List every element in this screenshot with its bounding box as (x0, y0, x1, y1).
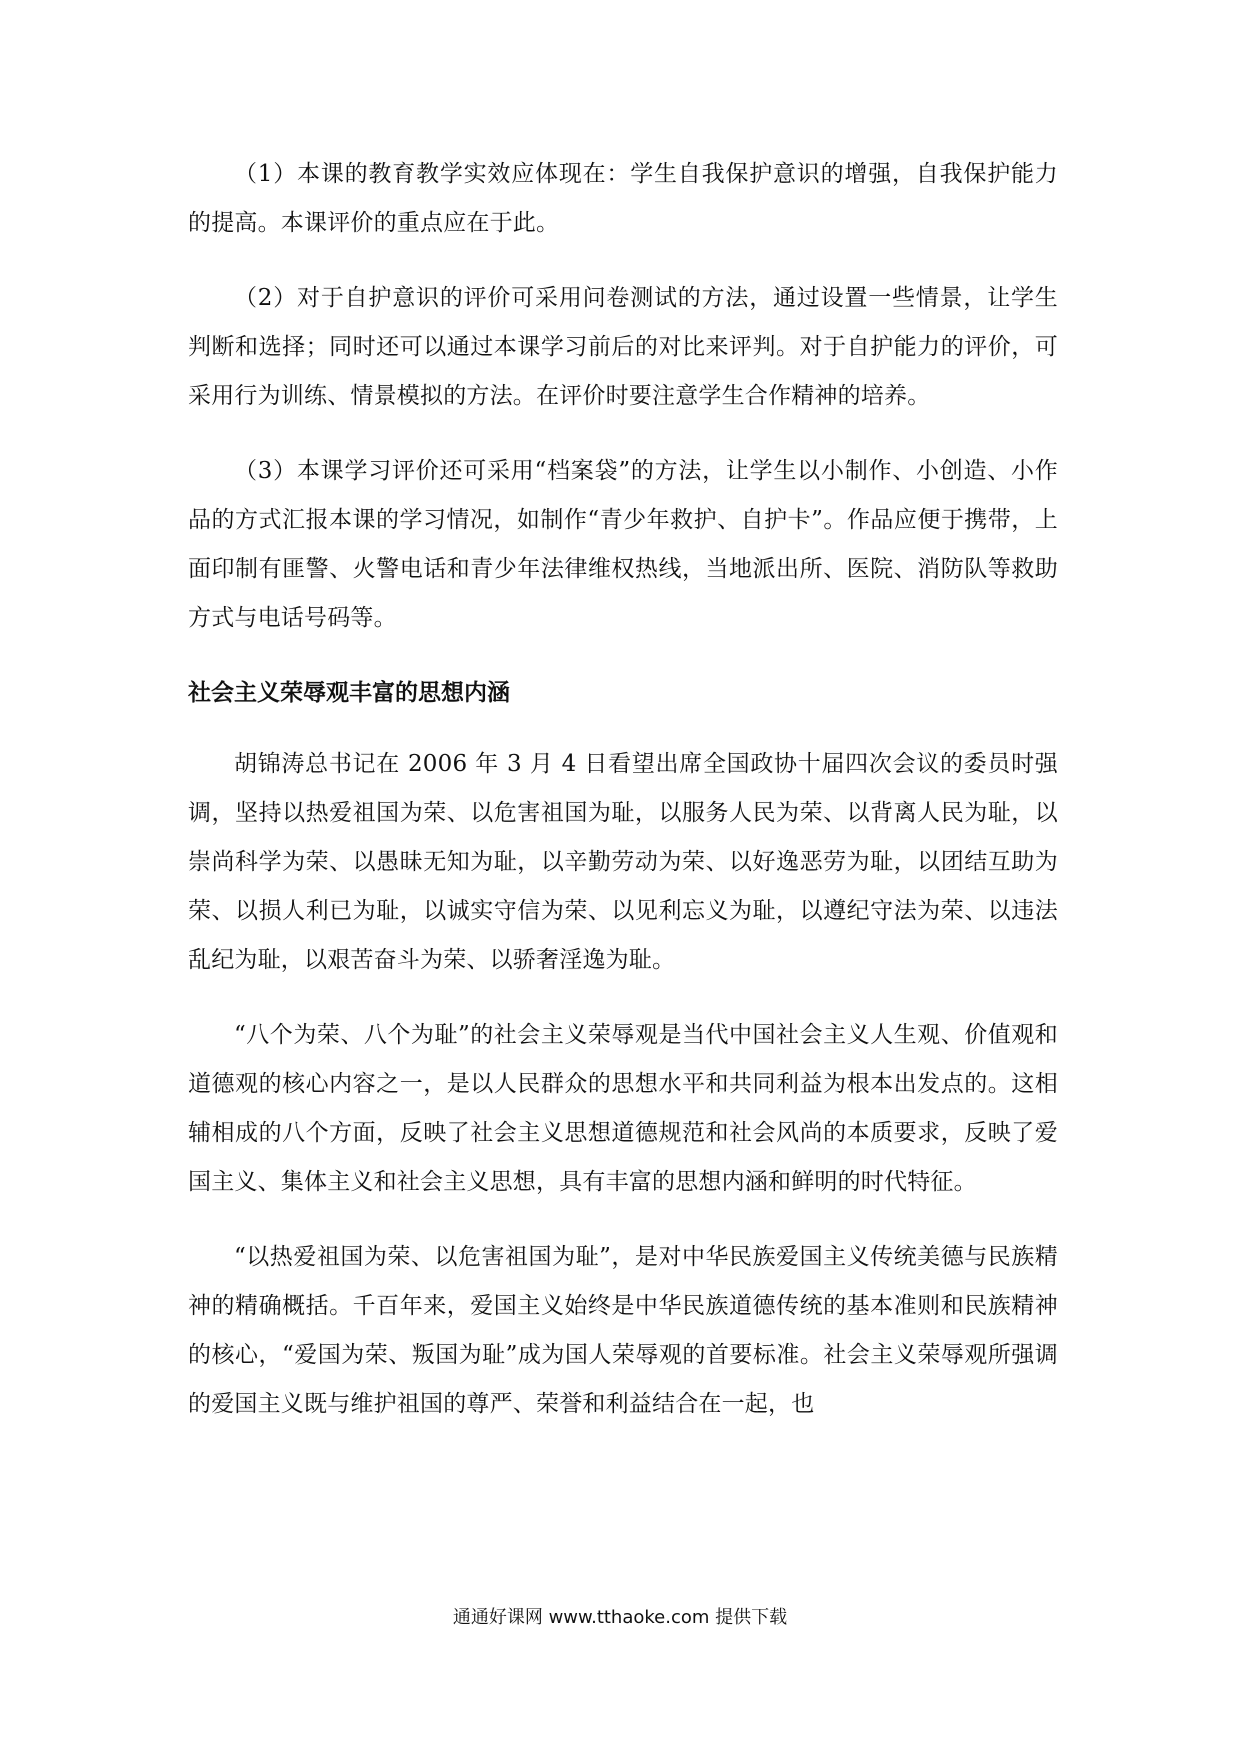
paragraph-3: （3）本课学习评价还可采用“档案袋”的方法，让学生以小制作、小创造、小作品的方式汇报本课的学习情况，如制作“青少年救护、自护卡”。作品应便于携带，上面印制有匪警、火警电话和青少年法律维权热线，当地派出所、医院、消防队等救助方式与电话号码等。 (188, 458, 1058, 631)
document-page (188, 150, 1058, 1455)
section-title: 社会主义荣辱观丰富的思想内涵 (188, 680, 510, 706)
page-footer: 通通好课网 www.tthaoke.com 提供下载 (452, 1607, 788, 1628)
paragraph-4: 胡锦涛总书记在 2006 年 3 月 4 日看望出席全国政协十届四次会议的委员时强调，坚持以热爱祖国为荣、以危害祖国为耻，以服务人民为荣、以背离人民为耻，以崇尚科学为荣、以愚昧无知为耻，以辛勤劳动为荣、以好逸恶劳为耻，以团结互助为荣、以损人利已为耻，以诚实守信为荣、以见利忘义为耻，以遵纪守法为荣、以违法乱纪为耻，以艰苦奋斗为荣、以骄奢淫逸为耻。 (188, 751, 1058, 973)
paragraph-5: “八个为荣、八个为耻”的社会主义荣辱观是当代中国社会主义人生观、价值观和道德观的核心内容之一，是以人民群众的思想水平和共同利益为根本出发点的。这相辅相成的八个方面，反映了社会主义思想道德规范和社会风尚的本质要求，反映了爱国主义、集体主义和社会主义思想，具有丰富的思想内涵和鲜明的时代特征。 (188, 1022, 1058, 1195)
paragraph-2: （2）对于自护意识的评价可采用问卷测试的方法，通过设置一些情景，让学生判断和选择；同时还可以通过本课学习前后的对比来评判。对于自护能力的评价，可采用行为训练、情景模拟的方法。在评价时要注意学生合作精神的培养。 (188, 285, 1058, 409)
paragraph-6: “以热爱祖国为荣、以危害祖国为耻”，是对中华民族爱国主义传统美德与民族精神的精确概括。千百年来，爱国主义始终是中华民族道德传统的基本准则和民族精神的核心，“爱国为荣、叛国为耻”成为国人荣辱观的首要标准。社会主义荣辱观所强调的爱国主义既与维护祖国的尊严、荣誉和利益结合在一起，也 (188, 1244, 1058, 1417)
paragraph-1: （1）本课的教育教学实效应体现在：学生自我保护意识的增强，自我保护能力的提高。本课评价的重点应在于此。 (188, 161, 1058, 236)
